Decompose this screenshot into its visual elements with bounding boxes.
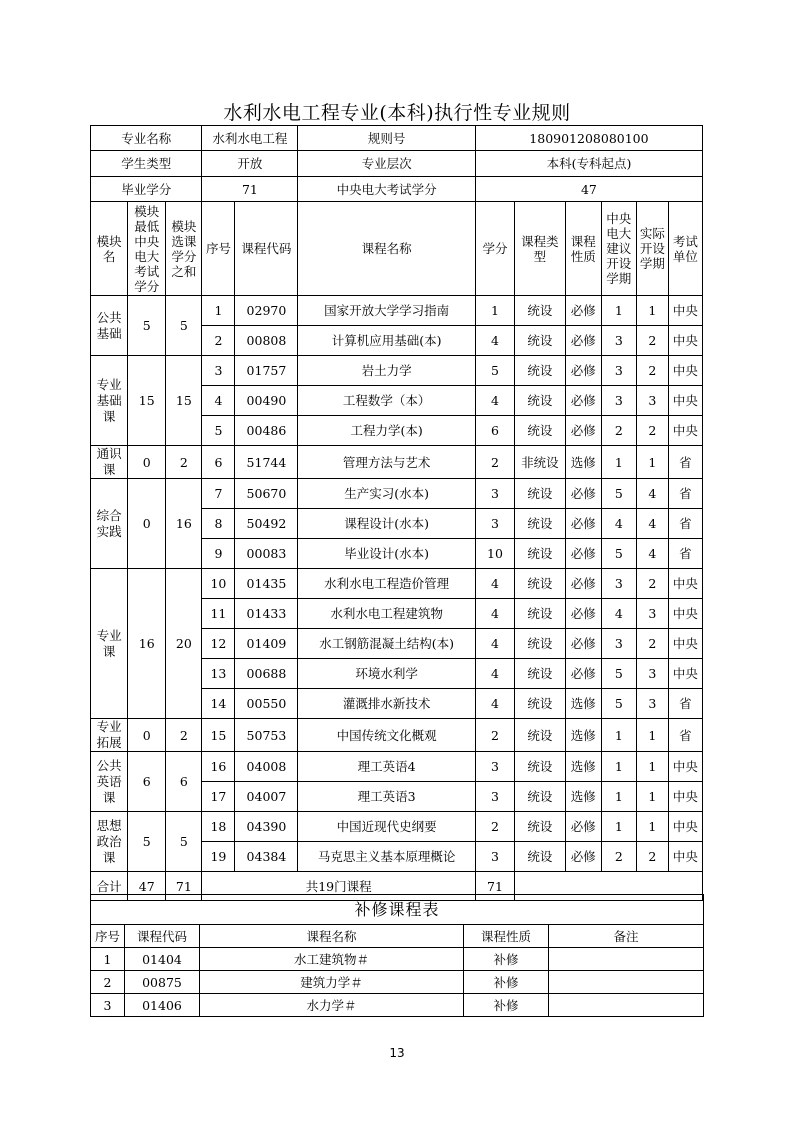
course-credit: 4: [475, 599, 514, 629]
course-nature: 必修: [565, 296, 601, 326]
level-value: 本科(专科起点): [475, 151, 702, 177]
course-type: 统设: [515, 326, 566, 356]
rule-value: 180901208080100: [475, 126, 702, 151]
header-min-credit: 模块最低中央电大考试学分: [128, 202, 166, 296]
supp-remark: [549, 971, 704, 994]
module-min-credit: 6: [128, 752, 166, 812]
module-name: 综合实践: [91, 479, 128, 569]
header-actual-term: 实际开设学期: [636, 202, 668, 296]
course-type: 统设: [515, 629, 566, 659]
module-min-credit: 5: [128, 812, 166, 872]
course-exam-unit: 中央: [668, 386, 702, 416]
course-code: 50670: [235, 479, 298, 509]
course-exam-unit: 中央: [668, 629, 702, 659]
table-row: [91, 719, 703, 752]
course-name: 水工钢筋混凝土结构(本): [298, 629, 475, 659]
course-exam-unit: 中央: [668, 782, 702, 812]
course-type: 统设: [515, 812, 566, 842]
header-exam-unit: 考试单位: [668, 202, 702, 296]
course-code: 01409: [235, 629, 298, 659]
course-credit: 10: [475, 539, 514, 569]
course-name: 水利水电工程建筑物: [298, 599, 475, 629]
curriculum-table: [90, 125, 703, 901]
header-nature: 课程性质: [565, 202, 601, 296]
header-credit: 学分: [475, 202, 514, 296]
course-type: 统设: [515, 659, 566, 689]
course-name: 理工英语3: [298, 782, 475, 812]
course-exam-unit: 中央: [668, 752, 702, 782]
course-suggest-term: 3: [601, 356, 636, 386]
course-type: 统设: [515, 479, 566, 509]
course-type: 统设: [515, 386, 566, 416]
course-nature: 选修: [565, 719, 601, 752]
course-credit: 2: [475, 719, 514, 752]
course-credit: 4: [475, 386, 514, 416]
course-seq: 11: [202, 599, 235, 629]
course-name: 管理方法与艺术: [298, 446, 475, 479]
supp-code: 00875: [125, 971, 200, 994]
course-actual-term: 1: [636, 296, 668, 326]
course-credit: 3: [475, 842, 514, 872]
header-module: 模块名: [91, 202, 128, 296]
course-type: 统设: [515, 356, 566, 386]
course-name: 计算机应用基础(本): [298, 326, 475, 356]
course-nature: 必修: [565, 659, 601, 689]
course-type: 统设: [515, 689, 566, 719]
module-name: 通识课: [91, 446, 128, 479]
table-row: [91, 479, 703, 509]
course-code: 00486: [235, 416, 298, 446]
course-credit: 4: [475, 326, 514, 356]
course-code: 50753: [235, 719, 298, 752]
course-actual-term: 2: [636, 326, 668, 356]
rule-label: 规则号: [298, 126, 475, 151]
module-min-credit: 0: [128, 479, 166, 569]
info-row: [91, 177, 703, 202]
course-suggest-term: 5: [601, 479, 636, 509]
course-suggest-term: 2: [601, 842, 636, 872]
module-min-credit: 5: [128, 296, 166, 356]
course-type: 统设: [515, 719, 566, 752]
course-type: 统设: [515, 296, 566, 326]
course-code: 04007: [235, 782, 298, 812]
course-type: 统设: [515, 509, 566, 539]
table-row: [91, 296, 703, 326]
course-actual-term: 2: [636, 416, 668, 446]
course-nature: 选修: [565, 782, 601, 812]
course-actual-term: 1: [636, 719, 668, 752]
course-exam-unit: 中央: [668, 326, 702, 356]
module-name: 公共基础: [91, 296, 128, 356]
course-actual-term: 3: [636, 659, 668, 689]
course-type: 非统设: [515, 446, 566, 479]
supp-header-nature: 课程性质: [464, 925, 549, 948]
supplement-title-row: [91, 895, 704, 925]
course-nature: 必修: [565, 416, 601, 446]
major-value: 水利水电工程: [202, 126, 298, 151]
course-suggest-term: 4: [601, 509, 636, 539]
course-suggest-term: 5: [601, 539, 636, 569]
supplement-table: [90, 894, 704, 1017]
page-title: 水利水电工程专业(本科)执行性专业规则: [223, 102, 571, 124]
course-credit: 5: [475, 356, 514, 386]
course-actual-term: 4: [636, 509, 668, 539]
course-code: 04390: [235, 812, 298, 842]
supp-code: 01404: [125, 948, 200, 971]
course-seq: 18: [202, 812, 235, 842]
supp-name: 水力学＃: [200, 994, 464, 1017]
course-name: 中国传统文化概观: [298, 719, 475, 752]
course-seq: 13: [202, 659, 235, 689]
course-credit: 1: [475, 296, 514, 326]
course-actual-term: 4: [636, 479, 668, 509]
course-code: 01435: [235, 569, 298, 599]
module-min-credit: 0: [128, 446, 166, 479]
course-exam-unit: 省: [668, 539, 702, 569]
course-seq: 1: [202, 296, 235, 326]
header-seq: 序号: [202, 202, 235, 296]
course-nature: 必修: [565, 599, 601, 629]
course-type: 统设: [515, 842, 566, 872]
course-code: 00490: [235, 386, 298, 416]
module-elective-sum: 5: [166, 296, 202, 356]
course-credit: 2: [475, 446, 514, 479]
course-type: 统设: [515, 416, 566, 446]
course-nature: 选修: [565, 689, 601, 719]
course-name: 中国近现代史纲要: [298, 812, 475, 842]
module-min-credit: 15: [128, 356, 166, 446]
course-code: 01433: [235, 599, 298, 629]
course-actual-term: 3: [636, 599, 668, 629]
course-actual-term: 1: [636, 446, 668, 479]
supp-seq: 3: [91, 994, 125, 1017]
course-seq: 17: [202, 782, 235, 812]
course-suggest-term: 1: [601, 296, 636, 326]
course-seq: 15: [202, 719, 235, 752]
course-seq: 3: [202, 356, 235, 386]
exam-credit-label: 中央电大考试学分: [298, 177, 475, 202]
supp-nature: 补修: [464, 948, 549, 971]
course-seq: 19: [202, 842, 235, 872]
supp-code: 01406: [125, 994, 200, 1017]
total-courses: 共19门课程: [202, 872, 475, 901]
course-name: 水利水电工程造价管理: [298, 569, 475, 599]
course-suggest-term: 2: [601, 416, 636, 446]
course-code: 00688: [235, 659, 298, 689]
table-row: [91, 812, 703, 842]
grad-credit-label: 毕业学分: [91, 177, 202, 202]
course-type: 统设: [515, 782, 566, 812]
course-code: 50492: [235, 509, 298, 539]
course-credit: 4: [475, 689, 514, 719]
course-credit: 3: [475, 752, 514, 782]
course-exam-unit: 中央: [668, 842, 702, 872]
course-nature: 必修: [565, 356, 601, 386]
supp-seq: 1: [91, 948, 125, 971]
module-name: 公共英语课: [91, 752, 128, 812]
course-actual-term: 2: [636, 356, 668, 386]
level-label: 专业层次: [298, 151, 475, 177]
major-label: 专业名称: [91, 126, 202, 151]
header-elective-sum: 模块选课学分之和: [166, 202, 202, 296]
info-row: [91, 151, 703, 177]
grad-credit-value: 71: [202, 177, 298, 202]
course-code: 04008: [235, 752, 298, 782]
course-name: 国家开放大学学习指南: [298, 296, 475, 326]
total-label: 合计: [91, 872, 128, 901]
course-exam-unit: 省: [668, 509, 702, 539]
course-nature: 必修: [565, 812, 601, 842]
header-code: 课程代码: [235, 202, 298, 296]
table-row: [91, 356, 703, 386]
table-row: [91, 446, 703, 479]
supp-remark: [549, 994, 704, 1017]
course-nature: 必修: [565, 479, 601, 509]
course-actual-term: 3: [636, 689, 668, 719]
supplement-row: [91, 971, 704, 994]
course-exam-unit: 中央: [668, 416, 702, 446]
module-min-credit: 0: [128, 719, 166, 752]
module-min-credit: 16: [128, 569, 166, 719]
course-name: 课程设计(水本): [298, 509, 475, 539]
course-code: 00808: [235, 326, 298, 356]
course-name: 岩土力学: [298, 356, 475, 386]
course-credit: 3: [475, 479, 514, 509]
course-seq: 7: [202, 479, 235, 509]
info-row: [91, 126, 703, 151]
course-actual-term: 1: [636, 752, 668, 782]
exam-credit-value: 47: [475, 177, 702, 202]
course-credit: 3: [475, 509, 514, 539]
course-exam-unit: 省: [668, 446, 702, 479]
course-name: 毕业设计(水本): [298, 539, 475, 569]
course-credit: 3: [475, 782, 514, 812]
course-nature: 必修: [565, 569, 601, 599]
course-actual-term: 2: [636, 629, 668, 659]
course-seq: 6: [202, 446, 235, 479]
course-suggest-term: 1: [601, 752, 636, 782]
course-type: 统设: [515, 539, 566, 569]
total-min-credit: 47: [128, 872, 166, 901]
course-exam-unit: 中央: [668, 659, 702, 689]
course-exam-unit: 中央: [668, 296, 702, 326]
course-seq: 14: [202, 689, 235, 719]
course-suggest-term: 4: [601, 599, 636, 629]
course-code: 00083: [235, 539, 298, 569]
course-suggest-term: 1: [601, 812, 636, 842]
module-elective-sum: 6: [166, 752, 202, 812]
course-nature: 必修: [565, 842, 601, 872]
module-elective-sum: 15: [166, 356, 202, 446]
course-name: 工程力学(本): [298, 416, 475, 446]
course-exam-unit: 中央: [668, 599, 702, 629]
module-name: 思想政治课: [91, 812, 128, 872]
table-row: [91, 752, 703, 782]
course-nature: 必修: [565, 386, 601, 416]
course-seq: 12: [202, 629, 235, 659]
module-name: 专业课: [91, 569, 128, 719]
course-seq: 10: [202, 569, 235, 599]
supp-seq: 2: [91, 971, 125, 994]
module-elective-sum: 2: [166, 719, 202, 752]
course-seq: 16: [202, 752, 235, 782]
course-suggest-term: 3: [601, 386, 636, 416]
supp-header-name: 课程名称: [200, 925, 464, 948]
supplement-row: [91, 948, 704, 971]
course-nature: 选修: [565, 446, 601, 479]
course-actual-term: 2: [636, 569, 668, 599]
course-suggest-term: 1: [601, 446, 636, 479]
total-credit: 71: [475, 872, 514, 901]
supp-nature: 补修: [464, 971, 549, 994]
supplement-row: [91, 994, 704, 1017]
page-number: 13: [389, 1046, 405, 1060]
course-nature: 必修: [565, 509, 601, 539]
course-exam-unit: 省: [668, 719, 702, 752]
course-exam-unit: 中央: [668, 812, 702, 842]
table-row: [91, 569, 703, 599]
student-type-label: 学生类型: [91, 151, 202, 177]
course-credit: 2: [475, 812, 514, 842]
course-name: 理工英语4: [298, 752, 475, 782]
course-type: 统设: [515, 752, 566, 782]
module-name: 专业基础课: [91, 356, 128, 446]
total-elective-sum: 71: [166, 872, 202, 901]
course-seq: 2: [202, 326, 235, 356]
course-actual-term: 1: [636, 782, 668, 812]
header-type: 课程类型: [515, 202, 566, 296]
course-code: 51744: [235, 446, 298, 479]
course-suggest-term: 5: [601, 659, 636, 689]
course-credit: 4: [475, 659, 514, 689]
course-seq: 5: [202, 416, 235, 446]
course-code: 02970: [235, 296, 298, 326]
course-suggest-term: 3: [601, 569, 636, 599]
course-type: 统设: [515, 599, 566, 629]
course-actual-term: 4: [636, 539, 668, 569]
course-seq: 8: [202, 509, 235, 539]
course-name: 环境水利学: [298, 659, 475, 689]
course-exam-unit: 中央: [668, 569, 702, 599]
supp-nature: 补修: [464, 994, 549, 1017]
course-actual-term: 3: [636, 386, 668, 416]
supp-header-code: 课程代码: [125, 925, 200, 948]
module-name: 专业拓展: [91, 719, 128, 752]
supplement-header-row: [91, 925, 704, 948]
course-name: 工程数学（本）: [298, 386, 475, 416]
supp-name: 建筑力学＃: [200, 971, 464, 994]
course-credit: 4: [475, 569, 514, 599]
course-credit: 4: [475, 629, 514, 659]
course-suggest-term: 1: [601, 782, 636, 812]
supp-header-remark: 备注: [549, 925, 704, 948]
course-code: 04384: [235, 842, 298, 872]
supplement-title: 补修课程表: [91, 895, 704, 925]
course-suggest-term: 1: [601, 719, 636, 752]
header-row: [91, 202, 703, 296]
course-nature: 必修: [565, 539, 601, 569]
supp-name: 水工建筑物＃: [200, 948, 464, 971]
course-code: 01757: [235, 356, 298, 386]
course-nature: 必修: [565, 326, 601, 356]
header-name: 课程名称: [298, 202, 475, 296]
course-credit: 6: [475, 416, 514, 446]
course-seq: 9: [202, 539, 235, 569]
module-elective-sum: 2: [166, 446, 202, 479]
course-actual-term: 2: [636, 842, 668, 872]
student-type-value: 开放: [202, 151, 298, 177]
course-suggest-term: 3: [601, 629, 636, 659]
course-name: 生产实习(水本): [298, 479, 475, 509]
course-code: 00550: [235, 689, 298, 719]
course-nature: 必修: [565, 629, 601, 659]
course-exam-unit: 省: [668, 479, 702, 509]
course-suggest-term: 5: [601, 689, 636, 719]
module-elective-sum: 20: [166, 569, 202, 719]
course-seq: 4: [202, 386, 235, 416]
course-exam-unit: 中央: [668, 356, 702, 386]
course-name: 马克思主义基本原理概论: [298, 842, 475, 872]
module-elective-sum: 5: [166, 812, 202, 872]
course-name: 灌溉排水新技术: [298, 689, 475, 719]
module-elective-sum: 16: [166, 479, 202, 569]
supp-remark: [549, 948, 704, 971]
course-suggest-term: 3: [601, 326, 636, 356]
supp-header-seq: 序号: [91, 925, 125, 948]
course-actual-term: 1: [636, 812, 668, 842]
header-suggest-term: 中央电大建议开设学期: [601, 202, 636, 296]
course-type: 统设: [515, 569, 566, 599]
course-nature: 选修: [565, 752, 601, 782]
course-exam-unit: 省: [668, 689, 702, 719]
